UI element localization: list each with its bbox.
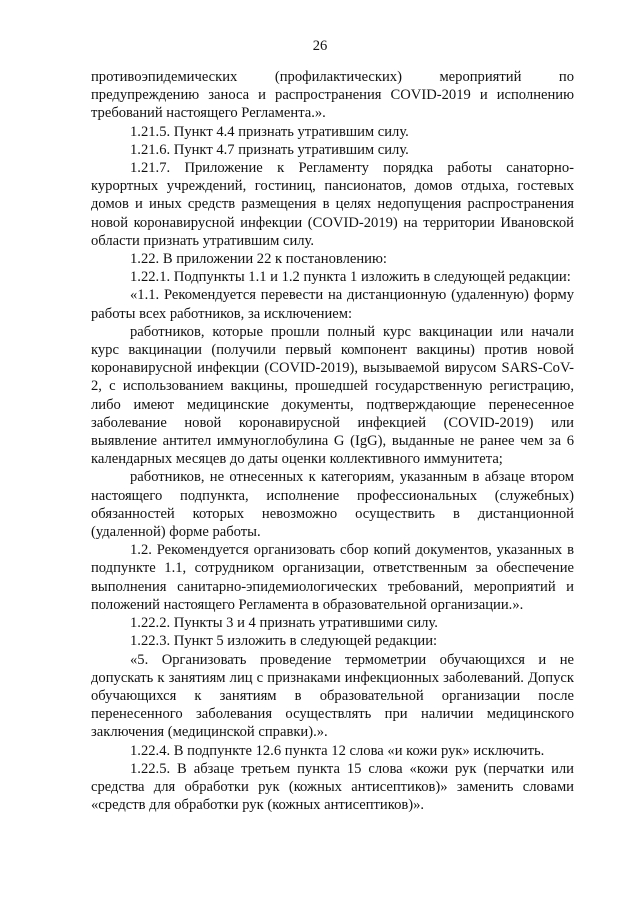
paragraph: «5. Организовать проведение термометрии обучающихся и не допускать к занятиям лиц с признаками инфекционных заболеваний. Допуск обучающихся к занятиям в образовательной организации после перенесенного заболевания осуществлять при наличии медицинского заключения (медицинской справки).». (91, 651, 574, 741)
paragraph: 1.22.3. Пункт 5 изложить в следующей редакции: (130, 633, 438, 650)
paragraph: «1.1. Рекомендуется перевести на дистанционную (удаленную) форму работы всех работников, за исключением: (91, 287, 574, 322)
paragraph: 1.21.7. Приложение к Регламенту порядка работы санаторно-курортных учреждений, гостиниц, пансионатов, домов отдыха, гостевых домов и иных средств размещения в целях недопущения распространения новой коронавирусной инфекции (COVID-2019) на территории Ивановской области признать утратившим силу. (91, 160, 574, 249)
paragraph: 1.21.6. Пункт 4.7 признать утратившим силу. (130, 141, 409, 158)
paragraph: 1.22. В приложении 22 к постановлению: (130, 251, 387, 268)
paragraph: 1.21.5. Пункт 4.4 признать утратившим силу. (130, 123, 409, 140)
document-body (91, 68, 574, 814)
paragraph: 1.2. Рекомендуется организовать сбор копий документов, указанных в подпункте 1.1, сотрудником организации, ответственным за обеспечение выполнения санитарно-эпидемиологических требований, мероприятий и положений настоящего Регламента в образовательной организации.». (91, 542, 574, 613)
paragraph: работников, не отнесенных к категориям, указанным в абзаце втором настоящего подпункта, исполнение профессиональных (служебных) обязанностей которых невозможно осуществить в дистанционной (удаленной) форме работы. (91, 469, 574, 541)
paragraph: 1.22.5. В абзаце третьем пункта 15 слова «кожи рук (перчатки или средства для обработки рук (кожных антисептиков)» заменить словами «средств для обработки рук (кожных антисептиков)». (91, 760, 574, 814)
paragraph: 1.22.1. Подпункты 1.1 и 1.2 пункта 1 изложить в следующей редакции: (130, 269, 571, 286)
paragraph: 1.22.4. В подпункте 12.6 пункта 12 слова «и кожи рук» исключить. (130, 742, 545, 759)
paragraph: 1.22.2. Пункты 3 и 4 признать утратившими силу. (130, 615, 438, 632)
paragraph: работников, которые прошли полный курс вакцинации или начали курс вакцинации (получили первый компонент вакцины) против новой коронавирусной инфекции (COVID-2019), вызываемой вирусом SARS-CoV-2, с использованием вакцины, прошедшей государственную регистрацию, либо имеют медицинские документы, подтверждающие перенесенное заболевание новой коронавирусной инфекцией (COVID-2019) или выявление антител иммуноглобулина G (IgG), выданные не ранее чем за 6 календарных месяцев до даты оценки коллективного иммунитета; (91, 323, 574, 468)
page-number: 26 (312, 38, 328, 54)
paragraph-continuation: противоэпидемических (профилактических) мероприятий по предупреждению заноса и распространения COVID-2019 и исполнению требований настоящего Регламента.». (91, 69, 574, 122)
